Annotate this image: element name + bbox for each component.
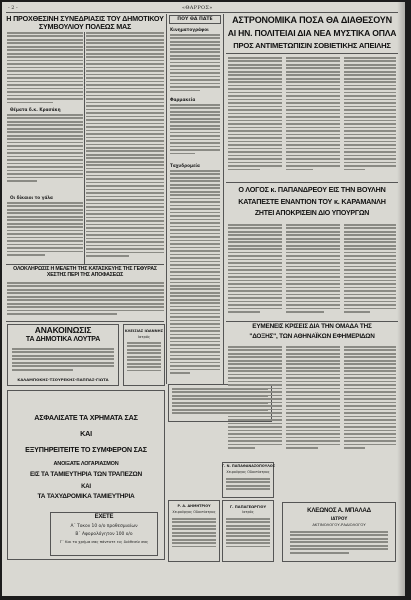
mid-col-divider-right [223,14,224,384]
right-mid-headline-2: ΚΑΤΑΠΕΣΤΕ ΕΝΑΝΤΙΟΝ ΤΟΥ κ. ΚΑΡΑΜΑΝΛΗ [238,197,386,206]
savings-line-6: ΚΑΙ [81,484,91,490]
left-article-col-1c [7,202,83,262]
mid-ad-3-title: Ρ. Α. ΔΗΜΗΤΡΙΟΥ [177,504,211,508]
left-section-rule-2 [6,321,164,322]
right-article-col-3 [344,57,396,177]
mid-ad-2-title: Γ. ΠΑΠΑΓΕΩΡΓΙΟΥ [229,505,267,509]
left-section-rule [6,264,164,265]
mid-section-1: Κινηματογράφοι [170,27,209,32]
masthead: «ΘΑΡΡΟΣ» [182,5,213,11]
left-article-col-1b [7,114,83,186]
savings-line-7: ΤΑ ΤΑΧΥΔΡΟΜΙΚΑ ΤΑΜΙΕΥΤΗΡΙΑ [37,493,135,500]
right-doctor-ad-title: ΚΛΕΩΝΟΣ Α. ΜΠΑΛΑΔ [307,507,371,514]
mid-ad-1-title: Γ. Ν. ΠΑΠΑΘΑΝΑΣΟΠΟΥΛΟΣ [222,464,276,468]
right-article-col-2 [286,57,340,177]
right-headline-1: ΑΣΤΡΟΝΟΜΙΚΑ ΠΟΣΑ ΘΑ ΔΙΑΘΕΣΟΥΝ [232,15,392,25]
right-mid-headline-3: ΖΗΤΕΙ ΑΠΟΚΡΙΣΕΙΝ ΔΙΟ ΥΠΟΥΡΓΩΝ [254,210,370,217]
right-low-col-1 [228,346,282,456]
right-headline-rule [226,53,398,54]
left-article-col-2 [86,32,164,264]
doctor-ad-small-body: Ιατρός [137,335,151,339]
left-col-divider [84,32,85,264]
mid-ad-3-text [172,518,216,558]
savings-line-5: ΕΙΣ ΤΑ ΤΑΜΙΕΥΤΗΡΙΑ ΤΩΝ ΤΡΑΠΕΖΩΝ [29,471,142,478]
right-doctor-ad-sub: ΙΑΤΡΟΥ [330,516,348,521]
right-headline-2: ΑΙ ΗΝ. ΠΟΛΙΤΕΙΑΙ ΔΙΑ ΝΕΑ ΜΥΣΤΙΚΑ ΟΠΛΑ [227,28,397,38]
mid-section-1-text [170,34,220,94]
savings-line-4: ΑΝΟΙΞΑΤΕ ΛΟΓΑΡΙΑΣΜΟΝ [53,461,119,467]
savings-rates-title: ΕΧΕΤΕ [94,514,114,520]
left-subhead-1: Θέματα δ.κ. Κρασάκη [10,107,61,112]
right-mid-col-1 [228,224,282,318]
right-mid-col-3 [344,224,396,318]
left-headline: Η ΠΡΟΧΘΕΣΙΝΗ ΣΥΝΕΔΡΙΑΣΙΣ ΤΟΥ ΔΗΜΟΤΙΚΟΥ ΣΥΜΒΟΥΛΙΟΥ ΠΟΛΕΩΣ ΜΑΣ [6,14,164,31]
baths-ad-footer: ΚΑΛΑΜΠΟΚΗΣ-ΤΣΟΥΡΕΚΗΣ-ΠΑΠΠΑΣ-ΓΙΩΤΑ [17,377,109,382]
page-number: - 2 - [8,5,18,11]
savings-line-2: ΚΑΙ [80,429,92,438]
right-article-col-1 [228,57,282,177]
mid-col-divider-left [166,14,167,384]
newspaper-page [2,2,405,596]
doctor-ad-small-text [127,342,161,382]
baths-ad-title-2: ΤΑ ΔΗΜΟΤΙΚΑ ΛΟΥΤΡΑ [25,336,101,343]
left-subhead-2: Οι δίκαιοι το γάλα [10,195,53,200]
mid-section-3-text [170,170,220,380]
right-low-headline-2: "ΔΟΞΗΣ", ΤΩΝ ΑΘΗΝΑΪΚΩΝ ΕΦΗΜΕΡΙΔΩΝ [249,333,375,340]
savings-rate-2: Β΄ Αφορολόγητον 100 ο/ο [75,532,133,537]
savings-line-1: ΑΣΦΑΛΙΣΑΤΕ ΤΑ ΧΡΗΜΑΤΑ ΣΑΣ [34,413,138,422]
savings-rate-3: Γ΄ Και το χρήμα σας πάντοτε εις διάθεσίν σας [59,539,149,544]
baths-ad-title-1: ΑΝΑΚΟΙΝΩΣΙΣ [34,325,92,335]
doctor-ad-small-title: ΚΛΕΙΣΙΑΣ ΙΩΑΝΝΗΣ [124,329,164,333]
mid-box-title: ΠΟΥ ΘΑ ΠΑΤΕ [177,17,213,22]
mid-ad-1-body: Χειρούργος Οδοντίατρος [226,470,270,474]
right-low-headline-1: ΕΥΜΕΝΕΙΣ ΚΡΙΣΕΙΣ ΔΙΑ ΤΗΝ ΟΜΑΔΑ ΤΗΣ [252,323,372,330]
left-article-headline: ΟΛΟΚΛΗΡΩΣΙΣ Η ΜΕΛΕΤΗ ΤΗΣ ΚΑΤΑΣΚΕΥΗΣ ΤΗΣ ΓΕΦΥΡΑΣ ΧΕΣΤΗΣ ΠΕΡΙ ΤΗΣ ΑΠΟΦΑΣΕΩΣ [13,266,157,279]
right-low-col-2 [286,346,340,456]
right-mid-headline-1: Ο ΛΟΓΟΣ κ. ΠΑΠΑΝΔΡΕΟΥ ΕΙΣ ΤΗΝ ΒΟΥΛΗΝ [238,185,386,194]
mid-section-2-text [170,104,220,160]
right-headline-3: ΠΡΟΣ ΑΝΤΙΜΕΤΩΠΙΣΙΝ ΣΟΒΙΕΤΙΚΗΣ ΑΠΕΙΛΗΣ [233,41,391,50]
right-low-rule [226,321,398,322]
mid-section-2: Φαρμακεία [170,97,196,102]
header-rule [6,12,398,13]
right-doctor-ad-body: ΑΚΤΙΝΟΛΟΓΟΥ-ΡΑΔΙΟΛΟΓΟΥ [312,522,366,527]
mid-ad-1-text [226,478,270,496]
right-low-col-3 [344,346,396,456]
mid-ad-3-body: Χειρούργος Οδοντίατρος [172,510,216,514]
right-mid-rule [226,182,398,183]
mid-ad-2-text [226,518,270,558]
savings-rate-1: Α΄ Τοκον 10 ο/ο προθεσμιαίων [70,524,138,529]
baths-ad-body [12,348,114,376]
left-article-2-body [7,282,164,320]
page-fold-shadow [397,2,405,596]
mid-section-3: Ταχυδρομεία [170,163,200,168]
mid-ad-2-body: Ιατρός [242,510,254,514]
savings-line-3: ΕΞΥΠΗΡΕΙΤΕΙΤΕ ΤΟ ΣΥΜΦΕΡΟΝ ΣΑΣ [25,445,147,454]
right-doctor-ad-text [290,531,388,559]
right-mid-col-2 [286,224,340,318]
